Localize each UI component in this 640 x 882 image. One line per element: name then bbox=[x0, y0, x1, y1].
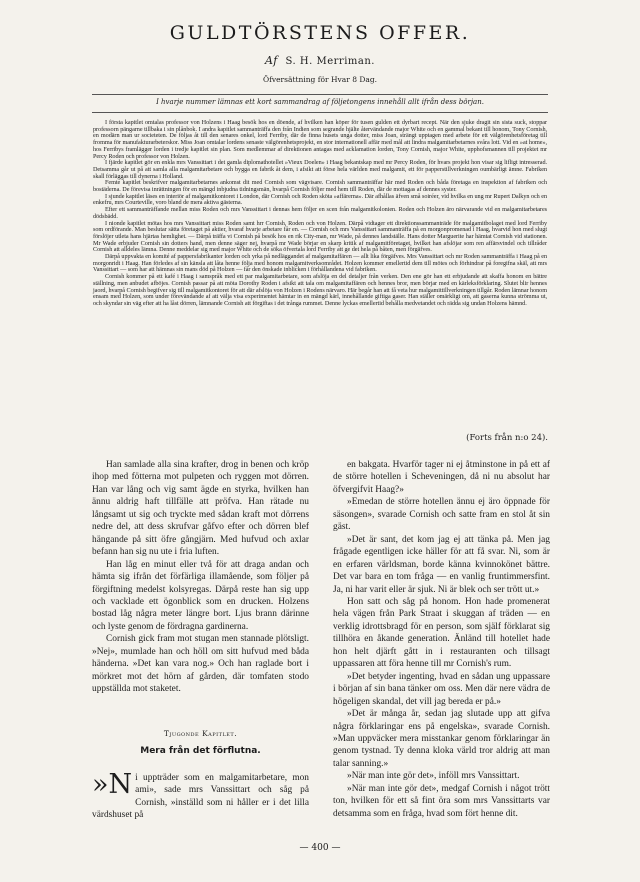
body-paragraph: »När man inte gör det», inföll mrs Vanssittart. bbox=[347, 771, 520, 782]
translation-credit: Öfversättning för Hvar 8 Dag. bbox=[262, 75, 378, 84]
editor-note: I hvarje nummer lämnas ett kort sammandrag af följetongens innehåll allt ifrån dess början. bbox=[156, 98, 484, 106]
drop-cap: »N bbox=[92, 769, 133, 800]
author-line bbox=[0, 54, 640, 67]
right-column bbox=[333, 459, 550, 839]
summary-paragraph: I fjärde kapitlet gör en enkla mrs Vanssittart i det gamla diplomathotellet »Vieux Doelen» i Haag bekantskap med mr Percy Roden, för hvars projekt hon visar sig lifligt intresserad. Detsamma går ut på att samla alla malgamitarbetare och bygga en fabrik åt dem, i afsikt att förse hela världen med malgamit, ett för papperstillverkningen oumbärligt ämne. Fabriken skall förläggas till dynerna i Holland. bbox=[93, 159, 547, 180]
opening-text: i uppträder som en malgamitarbetare, mon ami», sade mrs Vanssittart och såg på Cornish, »inställd som ni håller er i det lilla värdshuset på bbox=[92, 773, 309, 821]
body-paragraph: »Det är sant, det kom jag ej att tänka på. Men jag frågade egentligen icke häller för att få svar. Ni, som är en erfaren världsman, borde känna kvinnokönet bättre. Det var bara en tom fråga — en vanlig fruntimmersfint. Ja, ni har varit eller är sjuk. Ni är blek och ser trött ut.» bbox=[333, 534, 550, 595]
body-paragraph: Han låg en minut eller två för att draga andan och hämta sig ifrån det förfärliga illamående, som följer på förgiftning medelst kolsyregas. Därpå reste han sig upp och vacklade ett ögonblick som en drucken. Holzens bostad låg några meter längre bort. Ljus brann därinne och lyste genom de fördragna gardinerna. bbox=[92, 559, 309, 632]
chapter-opening bbox=[92, 769, 309, 822]
body-paragraph: Hon satt och såg på honom. Hon hade promenerat hela vägen från Park Straat i skuggan af träden — en verklig idrottsbragd för en person, som själf förklarat sig tillhöra en åkande generation. Änländ till hotellet hade hon helt djärft gått in i restauranten och tillsagt uppassaren att föra henne till mr Cornish's rum. bbox=[333, 596, 550, 670]
summary-paragraph: Femte kapitlet beskrifver malgamitarbetarnes ankomst dit med Cornish som vägvisare. Cornish sammanträffar här med Roden och båda företaga en inspektion af fabriken och bostäderna. De förevisa inrättningen för en mängd inbjudna tidningsmän, hvarpå Cornish följer med hem till Roden, där de mottagas af dennes syster. bbox=[93, 179, 547, 194]
body-paragraph: »När man inte gör det», medgaf Cornish i något trött ton, hvilken för ett så fint öra som mrs Vanssittarts var detsamma som en fråga, hvad som fört henne dit. bbox=[333, 783, 550, 819]
continued-note: (Forts från n:o 24). bbox=[466, 433, 548, 443]
summary-paragraph: I första kapitlet omtalas professor von Holzens i Haag besök hos en döende, af hvilken han köper för tusen gulden ett dyrbart recept. När den sjuke dragit sin sista suck, stoppar professorn pängarne tillbaka i sin plånbok. I andra kapitlet sammanträffa den från Indien som segrande hjälte återvändande major White och en gammal bekant till honom, Tony Cornish, en modärn man ur societeten. De följas åt till den senares onkel, lord Ferriby, där de finna husets unga dotter, miss Joan, strängt upptagen med arbete för ett välgörenhetsföretag till fromma för manufakturarbeterskor. Miss Joan omtalar lordens senaste välgörenhetsprojekt, en stor internationell affär med mål att lindra malgamitarbetarnes svåra lott. Vid en »at home», hos Ferribys framlägger lorden i tredje kapitlet sin plan. Som medlemmar af direktionen antagas med acklamation lorden, Tony Cornish, major White, upphofsmannen till projektet mr Percy Roden och professor von Holzen. bbox=[93, 119, 547, 160]
divider-top bbox=[92, 94, 548, 95]
chapter-label: Tjugonde Kapitlet. bbox=[163, 729, 238, 738]
summary-paragraph: I nionde kapitlet mötas hos mrs Vanssittart miss Roden samt hrr Cornish, Roden och von Holzen. Därpå vidtager ett direktionssammanträde för malgamitbolaget med lord Ferriby som ordförande. Man beslutar sätta företaget på aktier, hvaraf hvarje arbetare får en. — Cornish och mrs Vanssittart sammanträffa på en morgonpromenad i Haag, hvarvid hon med slugt förslöjer utleta hans hjärtas hemlighet. — Därpå träffa vi Cornish på besök hos en rik City-man, mr Wade, på dennes landställe. Hans dotter Marguerite har hämtat Cornish vid stationen. Mr Wade erbjuder Cornish sin dotters hand, men denne säger nej, hvarpå mr Wade börjar en skarp kritik af malgamitföretaget, hvilket han afslöjar som ren affärsvindel och tillråder Cornish att alldeles lämna. Denne meddelar sig med major White och de söka öfvertala lord Ferriby att ge det hela på båten, men förgäfves. bbox=[93, 219, 547, 254]
body-paragraph: »Det är många år, sedan jag slutade upp att gifva några förklaringar ens på engelska», svarade Cornish. »Man uppväcker mera misstankar genom förklaringar än genom tystnad. Ty denna kloka värld tror aldrig att man talar sanning.» bbox=[333, 709, 550, 769]
body-paragraph: »Emedan de större hotellen ännu ej äro öppnade för säsongen», svarade Cornish och satte fram en stol åt sin gäst. bbox=[333, 497, 550, 533]
body-paragraph: »Det betyder ingenting, hvad en sådan ung uppassare i början af sin bana tänker om oss. Men där nere vädra de högeligen skandal, det vill jag bereda er på.» bbox=[333, 671, 550, 707]
body-paragraph: Cornish gick fram mot stugan men stannade plötsligt. »Nej», mumlade han och höll om sitt hufvud med båda händerna. »Det kan vara nog.» Och han raglade bort i mörkret mot det hörn af gården, där tomfaten stodo uppställda mot staketet. bbox=[92, 634, 309, 695]
chapter-title: Mera från det förflutna. bbox=[140, 746, 261, 756]
left-column bbox=[92, 459, 309, 819]
author-name: S. H. Merriman. bbox=[285, 56, 375, 67]
article-title: GULDTÖRSTENS OFFER. bbox=[169, 22, 471, 44]
summary-paragraph: Efter ett sammanträffande mellan miss Roden och mrs Vanssittart i dennas hem följer en scen från malgamitkolonien. Roden och Holzen äro närvarande vid en malgamitarbetares dödsbädd. bbox=[93, 206, 547, 220]
divider-bottom bbox=[92, 112, 548, 113]
body-paragraph: Han samlade alla sina krafter, drog in benen och kröp ihop med fötterna mot pulpeten och ryggen mot dörren. Han var lång och vig samt ägde en styrka, hvilken han ännu aldrig haft tillfälle att pröfva. Han rätade nu långsamt ut sig och tryckte med sådan kraft mot dörrens nedre del, att dess skrufvar gåfvo efter och dörren blef hängande på sitt öfre gångjärn. Med hufvud och axlar befann han sig nu ute i fria luften. bbox=[92, 460, 309, 558]
summary-block bbox=[93, 120, 547, 308]
summary-paragraph: Därpå uppvakta en komité af pappersfabrikanter lorden och yrka på nedläggandet af malgamitaffären — allt lika förgäfves. Mrs Vanssittart och mr Roden sammanträffa i Haag på en morgonridt i Haag. Han förledes af sin känsla att låta henne följa med honom malgamitverksområdet. Holzen kommer emellertid dem till mötes och förhindrar på foregifna skäl, att mrs Vanssittart — som har att hämnas sin mans död på Holzen — får den önskade inblicken i förhållandena vid fabriken. bbox=[93, 253, 547, 274]
author-prefix: Af bbox=[265, 54, 278, 67]
page-number: — 400 — bbox=[299, 843, 341, 853]
body-paragraph: en bakgata. Hvarför tager ni ej åtminstone in på ett af de större hotellen i Scheveningen, då ni nu absolut har öfvergifvit Haag?» bbox=[333, 460, 550, 495]
summary-paragraph: Cornish kommer på ett kafé i Haag i samspråk med ett par malgamitarbetare, som afslöja en del detaljer från verken. Den ene gör han ett erbjudande att skaffa honom en bättre ställning, men anbudet afböjes. Cornish passar på att möta Dorothy Roden i afsikt att tala om malgamitaffären och hennes bror, men börjar med en kärleksförklaring. Slutet blir hennes jaord, hvarpå Cornish begifver sig till malgamitkontoret för att där afslöja von Holzen i Rodens närvaro. Här begår han att få veta hur malgamittillverkningen tillgår. Roden lämnar honom ensam med Holzen, som under förevändande af att välja visa experimentet hämtar in en mängd kärl, innehållande giftiga gaser. Han ställer omärkligt om, att gaserna kunna strömma ut, och skyndar sin väg efter att ha låst dörren, lämnande Cornish att förgiftas i det trånga rummet. Denne lyckas emellertid behålla medvetandet och rädda sig undan Holzens hämnd. bbox=[93, 273, 547, 307]
summary-paragraph: I sjunde kapitlet läses en interiör af malgamitkontoret i London, där Cornish och Roden sköta »affärerna». Där afhållas äfven små soiréer, vid hvilka en ung mr Rupert Dalkyn och en enkefru, mrs Courteville, voro bland de mera aktiva gästerna. bbox=[93, 192, 547, 207]
